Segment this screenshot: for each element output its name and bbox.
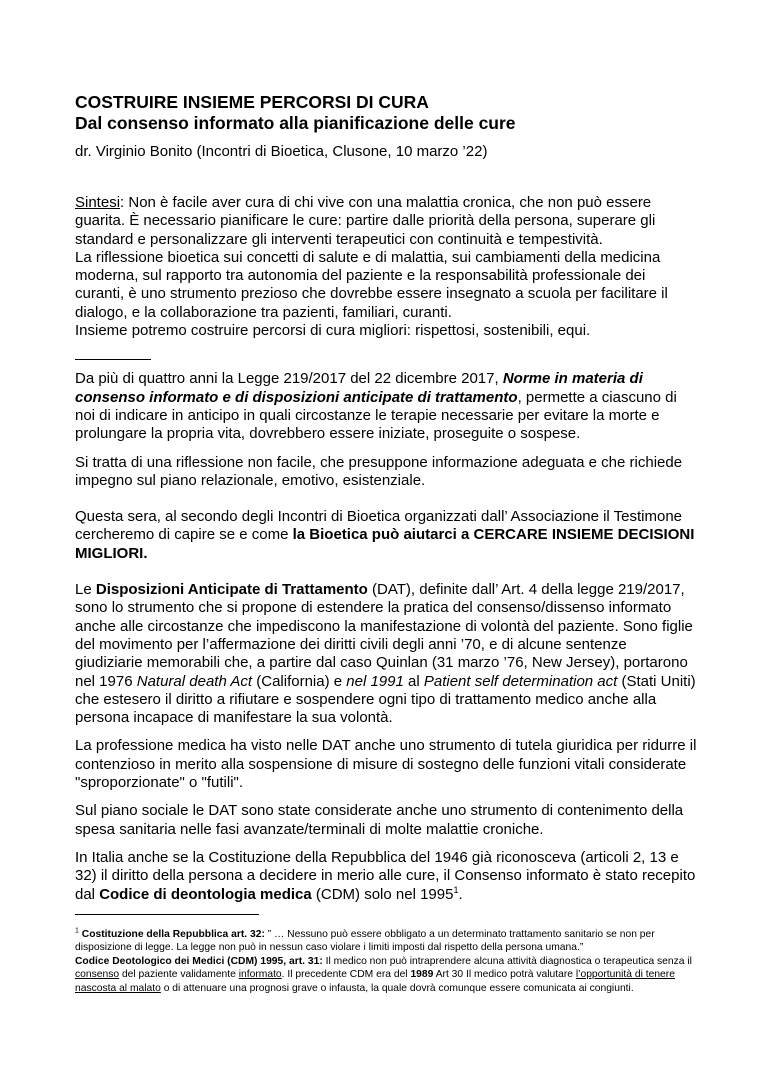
sintesi-paragraph <box>75 194 697 249</box>
p4-text-b: (DAT), definite dall’ Art. 4 della legge 219/2017, sono lo strumento che si propone di estendere la pratica del consenso/dissenso informato anche alle circostanze che impediscono la manifestazione di volontà del paziente. Sono figlie del movimento per l’affermazione dei diritti civili degli anni ’70, e di alcune sentenze giudiziarie memorabili che, a partire dal caso Quinlan (31 marzo ’76, New Jersey), portarono nel 1976 <box>75 581 693 690</box>
footnote-number: 1 <box>75 927 79 935</box>
p1-text-b: , permette a ciascuno di noi di indicare in anticipo in quali circostanze le terapie necessarie per evitare la morte e prolungare la propria vita, dovrebbero essere iniziate, proseguite o sospese. <box>75 388 677 443</box>
footnote-cdm-year: 1989 <box>410 969 434 981</box>
p4-text-d: al <box>403 672 424 690</box>
p3-text-a: Questa sera, al secondo degli Incontri di Bioetica organizzati dall’ Associazione il Testimone cercheremo di capire se e come <box>75 508 683 544</box>
document-subtitle: Dal consenso informato alla pianificazione delle cure <box>75 113 516 133</box>
footnote-constitution-text: ” … Nessuno può essere obbligato a un determinato trattamento sanitario se non per disposizione di legge. La legge non può in nessun caso violare i limiti imposti dal rispetto della persona umana.” <box>75 929 655 954</box>
p4-patient-self-determination-act: Patient self determination act <box>423 672 618 690</box>
footnote-cdm-text-e: o di attenuare una prognosi grave o infausta, la quale dovrà comunque essere comunicata ai congiunti. <box>160 982 634 994</box>
footnote-cdm-text-d: Art 30 Il medico potrà valutare <box>433 969 576 981</box>
sintesi-paragraph-2: La riflessione bioetica sui concetti di salute e di malattia, sui cambiamenti della medicina moderna, sul rapporto tra autonomia del paziente e la responsabilità professionale dei curanti, è uno strumento prezioso che dovrebbe essere insegnato a scuola per facilitare il dialogo, e la collaborazione tra pazienti, familiari, curanti. <box>75 248 668 321</box>
p4-text-e: (Stati Uniti) che estesero il diritto a rifiutare e sospendere ogni tipo di trattamento medico anche alla persona incapace di manifestare la sua volontà. <box>75 672 696 727</box>
sintesi-label: Sintesi <box>75 194 121 211</box>
footnote-separator <box>75 914 259 915</box>
footnote-1 <box>75 928 697 955</box>
p7-text-c: . <box>458 885 463 903</box>
p7-text-b: (CDM) solo nel 1995 <box>311 885 454 903</box>
sintesi-paragraph-3: Insieme potremo costruire percorsi di cura migliori: rispettosi, sostenibili, equi. <box>75 322 591 340</box>
p4-text-a: Le <box>75 581 96 599</box>
document-page <box>75 92 697 904</box>
paragraph-questa-sera <box>75 508 697 563</box>
separator-line <box>75 359 151 360</box>
p3-bold: la Bioetica può aiutarci a CERCARE INSIEME DECISIONI MIGLIORI. <box>75 526 695 562</box>
document-title: COSTRUIRE INSIEME PERCORSI DI CURA <box>75 92 429 112</box>
p1-text-a: Da più di quattro anni la Legge 219/2017 del 22 dicembre 2017, <box>75 370 503 388</box>
paragraph-professione-medica: La professione medica ha visto nelle DAT anche uno strumento di tutela giuridica per ridurre il contenzioso in merito alla sospensione di misure di sostegno delle funzioni vitali considerate "sproporzionate" o "futili". <box>75 737 697 792</box>
sintesi-text: : Non è facile aver cura di chi vive con una malattia cronica, che non può essere guarita. È necessario pianificare le cure: partire dalle priorità della persona, superare gli standard e personalizzare gli interventi terapeutici con continuità e tempestività. <box>75 194 656 248</box>
paragraph-italia <box>75 849 697 904</box>
footnote-cdm-consenso: consenso <box>75 969 120 981</box>
paragraph-piano-sociale: Sul piano sociale le DAT sono state considerate anche uno strumento di contenimento della spesa sanitaria nelle fasi avanzate/terminali di molte malattie croniche. <box>75 802 684 838</box>
p4-natural-death-act: Natural death Act <box>136 672 253 690</box>
footnote-cdm-text-a: Il medico non può intraprendere alcuna attività diagnostica o terapeutica senza il <box>322 955 692 967</box>
footnote-cdm-text-c: . Il precedente CDM era del <box>281 969 411 981</box>
footnote-constitution-title: Costituzione della Repubblica art. 32: <box>81 929 265 940</box>
paragraph-law-219 <box>75 370 697 443</box>
footnotes <box>75 928 697 995</box>
p4-bold: Disposizioni Anticipate di Trattamento <box>95 581 368 599</box>
footnote-cdm-informato: informato <box>238 969 282 981</box>
footnote-1-cdm <box>75 955 697 995</box>
footnote-cdm-title: Codice Deotologico dei Medici (CDM) 1995, art. 31: <box>75 955 323 967</box>
paragraph-riflessione: Si tratta di una riflessione non facile, che presuppone informazione adeguata e che richiede impegno sul piano relazionale, emotivo, esistenziale. <box>75 453 683 489</box>
p4-year-1991: nel 1991 <box>346 672 404 690</box>
paragraph-dat <box>75 581 697 727</box>
law-title: Norme in materia di consenso informato e di disposizioni anticipate di trattamento <box>75 370 643 406</box>
footnote-cdm-text-b: del paziente validamente <box>119 969 239 981</box>
footnote-ref-1[interactable]: 1 <box>453 884 459 895</box>
footnote-cdm-opportunita: l’opportunità di tenere nascosta al malato <box>75 969 675 994</box>
p7-bold: Codice di deontologia medica <box>99 885 312 903</box>
p4-text-c: (California) e <box>252 672 347 690</box>
p7-text-a: In Italia anche se la Costituzione della Repubblica del 1946 già riconosceva (articoli 2, 13 e 32) il diritto della persona a decidere in merio alle cure, il Consenso informato è stato recepito dal <box>75 848 696 903</box>
author-line: dr. Virginio Bonito (Incontri di Bioetica, Clusone, 10 marzo ’22) <box>75 143 488 160</box>
